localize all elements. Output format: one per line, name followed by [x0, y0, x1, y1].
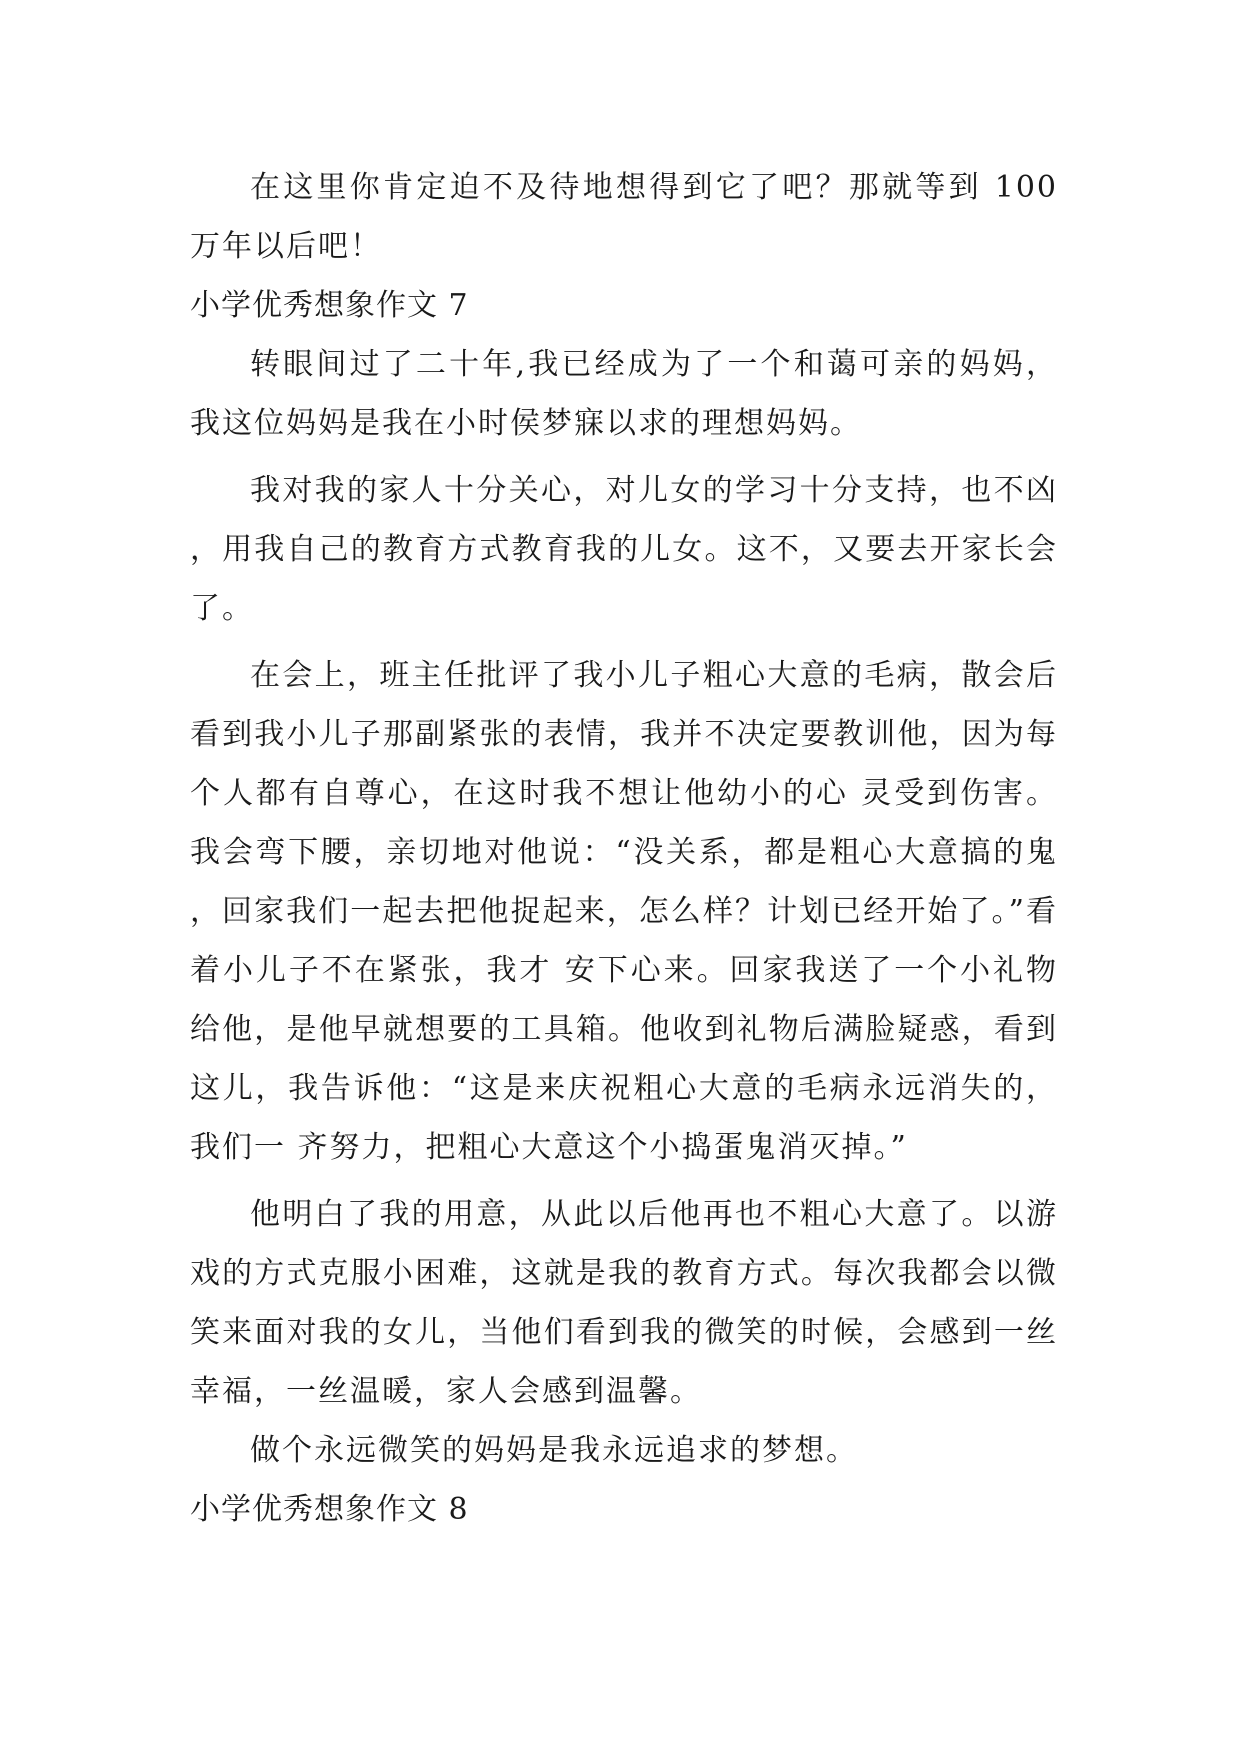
- paragraph-4: 他明白了我的用意，从此以后他再也不粗心大意了。以游戏的方式克服小困难，这就是我的教育方式。每次我都会以微笑来面对我的女儿，当他们看到我的微笑的时候，会感到一丝幸福，一丝温暖，家人会感到温馨。: [190, 1197, 1058, 1409]
- paragraph-5: 做个永远微笑的妈妈是我永远追求的梦想。: [250, 1433, 858, 1468]
- paragraph-2: 我对我的家人十分关心，对儿女的学习十分支持，也不凶，用我自己的教育方式教育我的儿女。这不，又要去开家长会了。: [190, 473, 1058, 626]
- document-body: [190, 158, 1058, 1539]
- paragraph-1: 转眼间过了二十年,我已经成为了一个和蔼可亲的妈妈，我这位妈妈是我在小时侯梦寐以求的理想妈妈。: [190, 347, 1058, 441]
- paragraph-intro: 在这里你肯定迫不及待地想得到它了吧？那就等到 100 万年以后吧！: [190, 170, 1058, 264]
- essay-heading-8: 小学优秀想象作文 8: [190, 1492, 469, 1527]
- paragraph-3: 在会上，班主任批评了我小儿子粗心大意的毛病，散会后看到我小儿子那副紧张的表情，我并不决定要教训他，因为每个人都有自尊心，在这时我不想让他幼小的心 灵受到伤害。我会弯下腰，亲切地对他说：“没关系，都是粗心大意搞的鬼，回家我们一起去把他捉起来，怎么样？计划已经开始了。”看着小儿子不在紧张，我才 安下心来。回家我送了一个小礼物给他，是他早就想要的工具箱。他收到礼物后满脸疑惑，看到这儿，我告诉他：“这是来庆祝粗心大意的毛病永远消失的，我们一 齐努力，把粗心大意这个小捣蛋鬼消灭掉。”: [190, 658, 1058, 1165]
- essay-heading-7: 小学优秀想象作文 7: [190, 288, 469, 323]
